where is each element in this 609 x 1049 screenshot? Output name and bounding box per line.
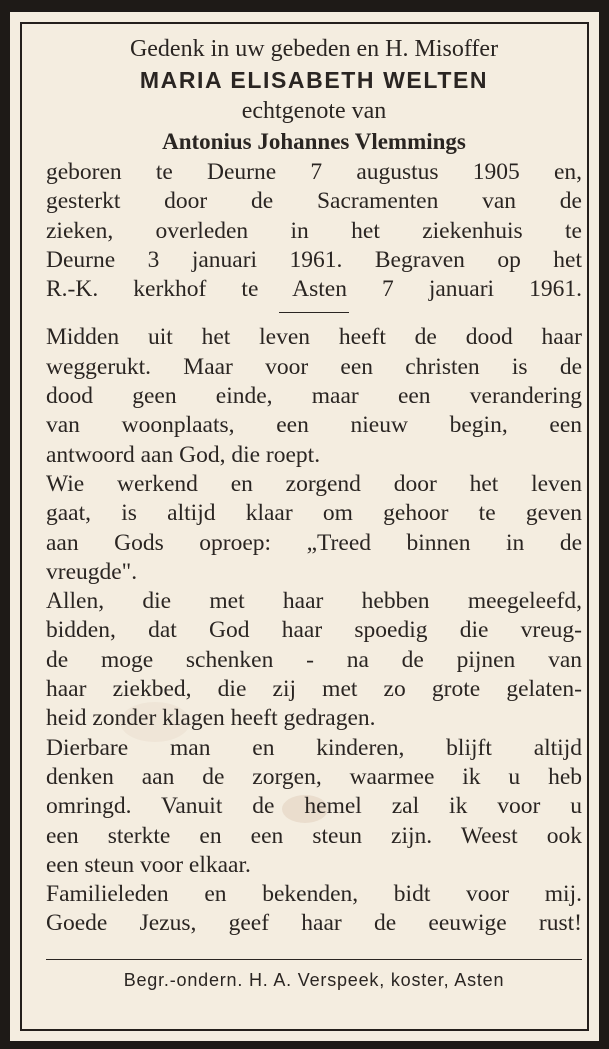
- text-line: denken aan de zorgen, waarmee ik u heb: [46, 763, 582, 790]
- text-line: een sterkte en een steun zijn. Weest ook: [46, 822, 582, 849]
- relation-label: echtgenote van: [241, 98, 387, 124]
- text-line: haar ziekbed, die zij met zo grote gelaten-: [46, 676, 582, 703]
- text-line: Dierbare man en kinderen, blijft altijd: [46, 734, 582, 761]
- text-line: een steun voor elkaar.: [46, 851, 251, 878]
- text-line: vreugde".: [46, 558, 138, 585]
- text-line: Allen, die met haar hebben meegeleefd,: [46, 588, 582, 615]
- text-line: de moge schenken - na de pijnen van: [46, 646, 582, 673]
- undertaker-credit: Begr.-ondern. H. A. Verspeek, koster, Asten: [123, 969, 505, 990]
- text-line: weggerukt. Maar voor een christen is de: [46, 353, 582, 380]
- section-divider: [279, 312, 349, 313]
- text-line: gaat, is altijd klaar om gehoor te geven: [46, 500, 582, 527]
- text-line: antwoord aan God, die roept.: [46, 441, 321, 468]
- text-line: van woonplaats, een nieuw begin, een: [46, 412, 582, 439]
- text-line: Midden uit het leven heeft de dood haar: [46, 324, 582, 351]
- text-line: Goede Jezus, geef haar de eeuwige rust!: [46, 910, 582, 937]
- memorial-card: [10, 12, 599, 1041]
- text-line: heid zonder klagen heeft gedragen.: [46, 705, 376, 732]
- card-content: [46, 34, 582, 992]
- bio-line: gesterkt door de Sacramenten van de: [46, 188, 582, 215]
- footer-divider: [46, 959, 582, 960]
- spouse-name: Antonius Johannes Vlemmings: [162, 129, 466, 154]
- bio-line: R.-K. kerkhof te Asten 7 januari 1961.: [46, 276, 582, 303]
- bio-line: zieken, overleden in het ziekenhuis te: [46, 217, 582, 244]
- text-line: omringd. Vanuit de hemel zal ik voor u: [46, 793, 582, 820]
- text-line: Wie werkend en zorgend door het leven: [46, 470, 582, 497]
- text-line: bidden, dat God haar spoedig die vreug-: [46, 617, 582, 644]
- prayer-intro: Gedenk in uw gebeden en H. Misoffer: [129, 36, 499, 62]
- text-line: dood geen einde, maar een verandering: [46, 383, 582, 410]
- text-line: aan Gods oproep: „Treed binnen in de: [46, 529, 582, 556]
- bio-line: Deurne 3 januari 1961. Begraven op het: [46, 246, 582, 273]
- bio-line: geboren te Deurne 7 augustus 1905 en,: [46, 159, 582, 185]
- deceased-name: MARIA ELISABETH WELTEN: [139, 67, 489, 93]
- text-line: Familieleden en bekenden, bidt voor mij.: [46, 881, 582, 908]
